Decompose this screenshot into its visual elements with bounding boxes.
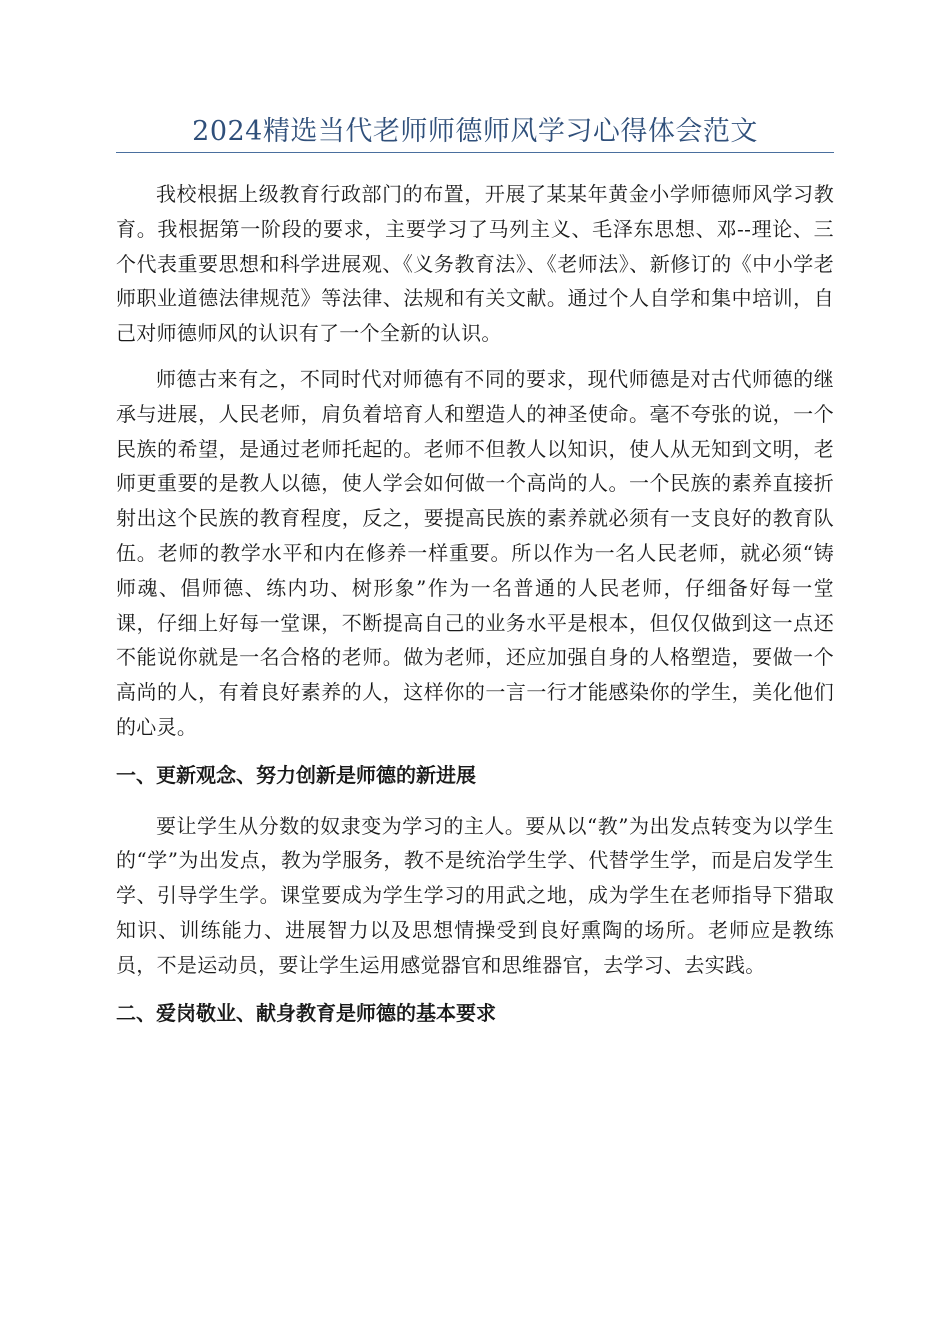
section-heading-1: 一、更新观念、努力创新是师德的新进展 [116, 762, 476, 787]
document-title: 2024精选当代老师师德师风学习心得体会范文 [192, 116, 758, 147]
document-page [116, 112, 834, 1046]
title-underline [116, 152, 834, 153]
section-heading-2: 二、爱岗敬业、献身教育是师德的基本要求 [116, 1000, 496, 1025]
paragraph-intro: 我校根据上级教育行政部门的布置，开展了某某年黄金小学师德师风学习教育。我根据第一阶段的要求，主要学习了马列主义、毛泽东思想、邓--理论、三个代表重要思想和科学进展观、《义务教育法》、《老师法》、新修订的《中小学老师职业道德法律规范》等法律、法规和有关文献。通过个人自学和集中培训，自己对师德师风的认识有了一个全新的认识。 [116, 182, 834, 346]
paragraph-teacher-ethics: 师德古来有之，不同时代对师德有不同的要求，现代师德是对古代师德的继承与进展，人民老师，肩负着培育人和塑造人的神圣使命。毫不夸张的说，一个民族的希望，是通过老师托起的。老师不但教人以知识，使人从无知到文明，老师更重要的是教人以德，使人学会如何做一个高尚的人。一个民族的素养直接折射出这个民族的教育程度，反之，要提高民族的素养就必须有一支良好的教育队伍。老师的教学水平和内在修养一样重要。所以作为一名人民老师，就必须“铸师魂、倡师德、练内功、树形象”作为一名普通的人民老师，仔细备好每一堂课，仔细上好每一堂课，不断提高自己的业务水平是根本，但仅仅做到这一点还不能说你就是一名合格的老师。做为老师，还应加强自身的人格塑造，要做一个高尚的人，有着良好素养的人，这样你的一言一行才能感染你的学生，美化他们的心灵。 [116, 366, 834, 739]
paragraph-section-1: 要让学生从分数的奴隶变为学习的主人。要从以“教”为出发点转变为以学生的“学”为出发点，教为学服务，教不是统治学生学、代替学生学，而是启发学生学、引导学生学。课堂要成为学生学习的用武之地，成为学生在老师指导下猎取知识、训练能力、进展智力以及思想情操受到良好熏陶的场所。老师应是教练员，不是运动员，要让学生运用感觉器官和思维器官，去学习、去实践。 [116, 813, 834, 977]
